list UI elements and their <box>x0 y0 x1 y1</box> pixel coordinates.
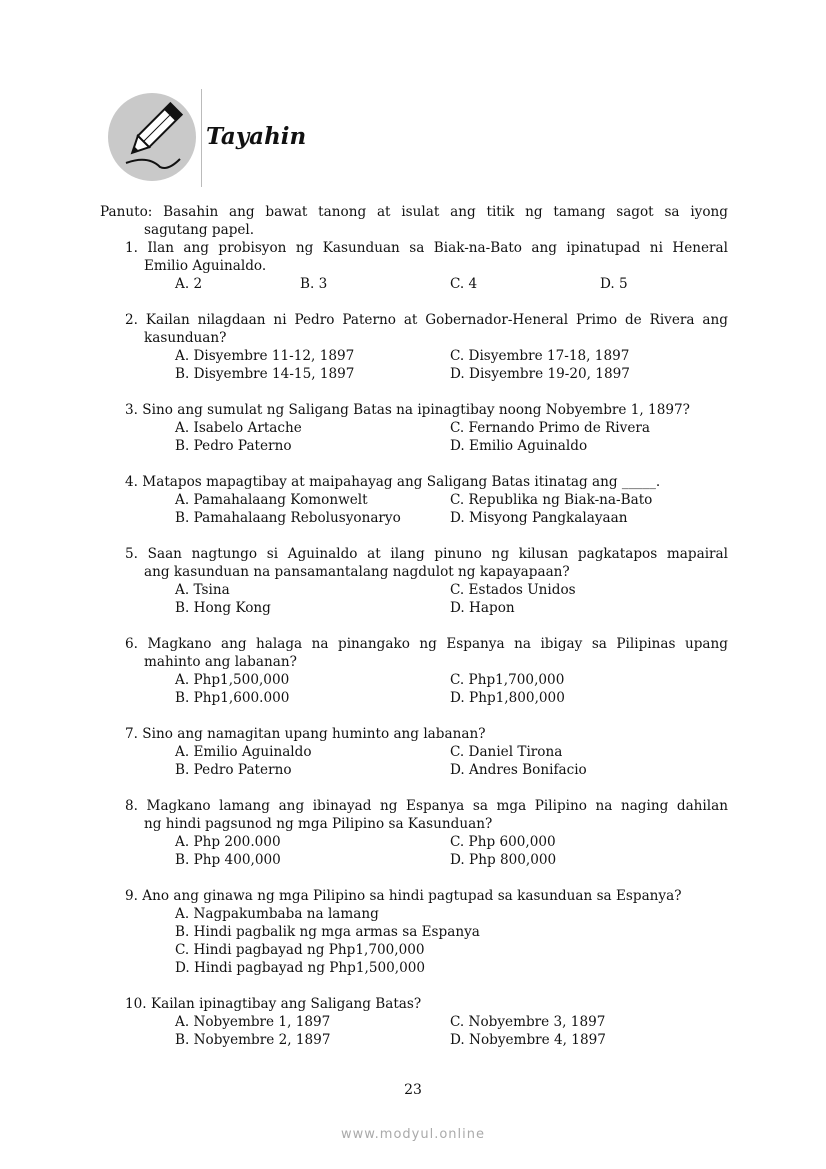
divider <box>201 89 202 187</box>
question-text: 8. Magkano lamang ang ibinayad ng Espanya sa mga Pilipino na naging dahilan <box>125 798 728 814</box>
watermark: www.modyul.online <box>340 1127 486 1142</box>
answer-option: C. Republika ng Biak-na-Bato <box>450 492 653 508</box>
options-row <box>100 419 728 437</box>
answer-option: D. Misyong Pangkalayaan <box>450 510 628 526</box>
answer-option: D. Hapon <box>450 600 515 616</box>
page-number: 23 <box>404 1082 422 1098</box>
question-text: 6. Magkano ang halaga na pinangako ng Espanya na ibigay sa Pilipinas upang <box>125 636 728 652</box>
question-8 <box>100 797 728 869</box>
answer-option: B. Hong Kong <box>175 600 271 616</box>
options-row <box>100 491 728 509</box>
question-text: 2. Kailan nilagdaan ni Pedro Paterno at Gobernador-Heneral Primo de Rivera ang <box>125 312 728 328</box>
answer-option: B. Pamahalaang Rebolusyonaryo <box>175 510 401 526</box>
answer-option: C. Estados Unidos <box>450 582 576 598</box>
options-row <box>100 581 728 599</box>
question-9 <box>100 887 728 977</box>
answer-option: D. 5 <box>600 276 628 292</box>
answer-option: A. Php 200.000 <box>175 834 281 850</box>
question-text-continued: mahinto ang labanan? <box>144 654 297 670</box>
answer-option: B. 3 <box>300 276 328 292</box>
options-row <box>100 599 728 617</box>
question-text-continued: ng hindi pagsunod ng mga Pilipino sa Kasunduan? <box>144 816 493 832</box>
options-row <box>100 941 728 959</box>
answer-option: C. Php1,700,000 <box>450 672 565 688</box>
answer-option: A. Tsina <box>175 582 230 598</box>
answer-option: D. Nobyembre 4, 1897 <box>450 1032 606 1048</box>
options-row <box>100 959 728 977</box>
options-row <box>100 743 728 761</box>
answer-option: B. Pedro Paterno <box>175 762 292 778</box>
options-row <box>100 905 728 923</box>
answer-option: B. Php1,600.000 <box>175 690 290 706</box>
answer-option: A. Pamahalaang Komonwelt <box>175 492 368 508</box>
question-4 <box>100 473 728 527</box>
question-text: 10. Kailan ipinagtibay ang Saligang Batas? <box>125 996 422 1012</box>
question-1 <box>100 239 728 293</box>
answer-option: D. Php1,800,000 <box>450 690 565 706</box>
answer-option: D. Andres Bonifacio <box>450 762 587 778</box>
question-text: 9. Ano ang ginawa ng mga Pilipino sa hindi pagtupad sa kasunduan sa Espanya? <box>125 888 682 904</box>
question-text-continued: ang kasunduan na pansamantalang nagdulot ng kapayapaan? <box>144 564 570 580</box>
answer-option: C. Nobyembre 3, 1897 <box>450 1014 606 1030</box>
answer-option: C. Fernando Primo de Rivera <box>450 420 650 436</box>
answer-option: C. Disyembre 17-18, 1897 <box>450 348 630 364</box>
options-row <box>100 365 728 383</box>
instructions: Panuto: Basahin ang bawat tanong at isulat ang titik ng tamang sagot sa iyong <box>100 204 728 220</box>
question-text: 5. Saan nagtungo si Aguinaldo at ilang pinuno ng kilusan pagkatapos mapairal <box>125 546 728 562</box>
question-text: 3. Sino ang sumulat ng Saligang Batas na ipinagtibay noong Nobyembre 1, 1897? <box>125 402 690 418</box>
question-2 <box>100 311 728 383</box>
answer-option: A. Emilio Aguinaldo <box>175 744 312 760</box>
answer-option: A. Php1,500,000 <box>175 672 290 688</box>
answer-option: A. 2 <box>175 276 203 292</box>
options-row <box>100 437 728 455</box>
options-row <box>100 509 728 527</box>
options-row <box>100 671 728 689</box>
answer-option: D. Hindi pagbayad ng Php1,500,000 <box>175 960 426 976</box>
answer-option: C. Hindi pagbayad ng Php1,700,000 <box>175 942 425 958</box>
options-row <box>100 851 728 869</box>
answer-option: B. Hindi pagbalik ng mga armas sa Espanya <box>175 924 480 940</box>
section-header <box>100 85 340 190</box>
answer-option: C. Daniel Tirona <box>450 744 563 760</box>
instructions-continued: sagutang papel. <box>144 222 255 238</box>
question-6 <box>100 635 728 707</box>
answer-option: A. Nagpakumbaba na lamang <box>175 906 379 922</box>
answer-option: B. Pedro Paterno <box>175 438 292 454</box>
answer-option: B. Php 400,000 <box>175 852 281 868</box>
question-7 <box>100 725 728 779</box>
question-text-continued: Emilio Aguinaldo. <box>144 258 267 274</box>
section-title: Tayahin <box>206 123 307 150</box>
answer-option: D. Php 800,000 <box>450 852 557 868</box>
question-3 <box>100 401 728 455</box>
options-row <box>100 347 728 365</box>
options-row <box>100 923 728 941</box>
question-text: 4. Matapos mapagtibay at maipahayag ang Saligang Batas itinatag ang _____. <box>125 474 661 490</box>
answer-option: A. Disyembre 11-12, 1897 <box>175 348 355 364</box>
answer-option: D. Emilio Aguinaldo <box>450 438 588 454</box>
question-10 <box>100 995 728 1049</box>
answer-option: B. Nobyembre 2, 1897 <box>175 1032 331 1048</box>
question-text: 1. Ilan ang probisyon ng Kasunduan sa Biak-na-Bato ang ipinatupad ni Heneral <box>125 240 728 256</box>
options-row <box>100 833 728 851</box>
question-text: 7. Sino ang namagitan upang huminto ang labanan? <box>125 726 486 742</box>
answer-option: C. 4 <box>450 276 478 292</box>
question-5 <box>100 545 728 617</box>
options-row <box>100 1031 728 1049</box>
answer-option: A. Nobyembre 1, 1897 <box>175 1014 331 1030</box>
answer-option: B. Disyembre 14-15, 1897 <box>175 366 355 382</box>
quiz-content <box>100 203 728 1049</box>
answer-option: D. Disyembre 19-20, 1897 <box>450 366 630 382</box>
options-row <box>100 1013 728 1031</box>
options-row <box>100 275 728 293</box>
options-row <box>100 761 728 779</box>
answer-option: A. Isabelo Artache <box>175 420 302 436</box>
answer-option: C. Php 600,000 <box>450 834 556 850</box>
options-row <box>100 689 728 707</box>
question-text-continued: kasunduan? <box>144 330 227 346</box>
pencil-icon <box>108 93 196 181</box>
